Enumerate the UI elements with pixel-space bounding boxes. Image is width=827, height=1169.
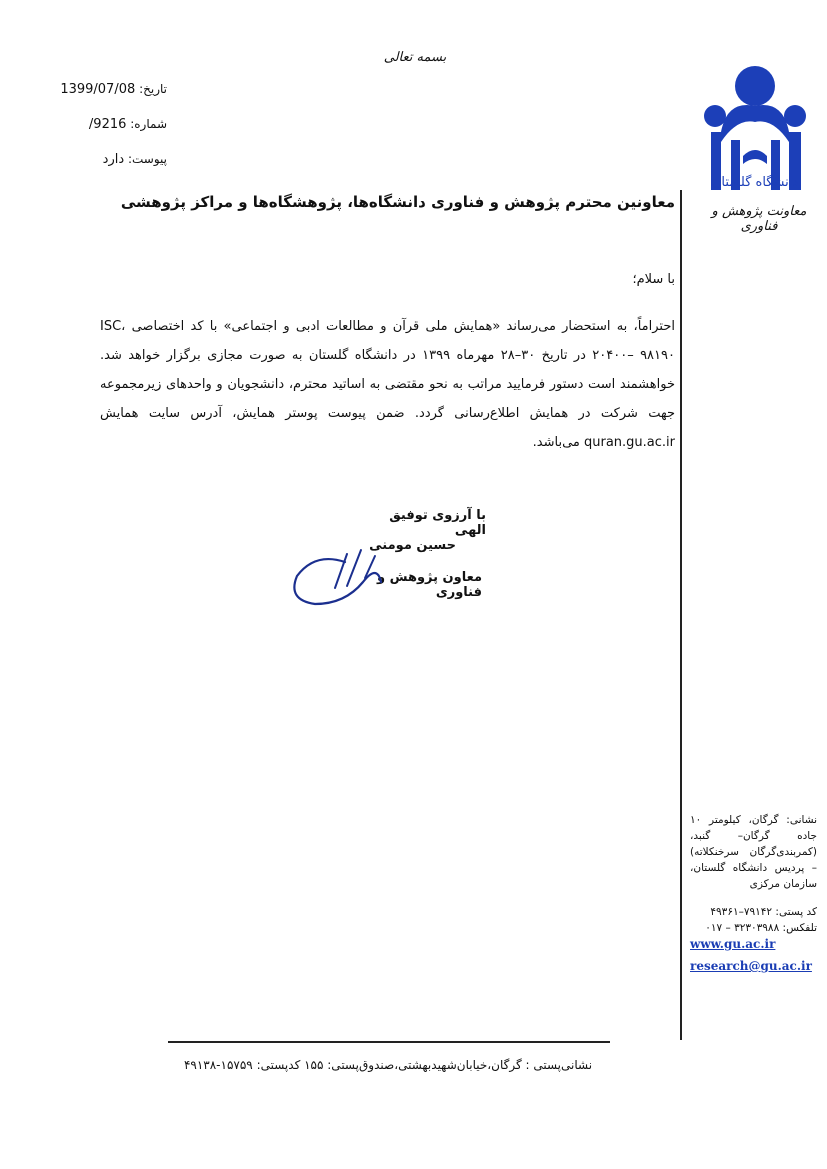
university-logo xyxy=(697,60,815,200)
number-value: 9216/ xyxy=(88,117,127,132)
email-link[interactable]: research@gu.ac.ir xyxy=(690,959,812,973)
footer-divider xyxy=(168,1041,610,1043)
footer-address: نشانی‌پستی : گرگان،خیابان‌شهیدبهشتی،صندوق‌پستی: ۱۵۵ کدپستی: ۱۵۷۵۹-۴۹۱۳۸ xyxy=(183,1058,593,1072)
website-link[interactable]: www.gu.ac.ir xyxy=(690,937,776,951)
date-value: 1399/07/08 xyxy=(60,82,136,97)
handwritten-signature xyxy=(285,542,395,612)
attachment-value: دارد xyxy=(102,152,125,167)
svg-text:دانشگاه گلستان: دانشگاه گلستان xyxy=(711,175,799,190)
logo-caption: معاونت پژوهش و فناوری xyxy=(711,204,807,234)
contact-info xyxy=(690,812,817,974)
attachment-row xyxy=(103,152,167,167)
greeting: با سلام؛ xyxy=(632,272,675,287)
date-label: تاریخ: xyxy=(139,82,167,96)
attachment-label: پیوست: xyxy=(127,152,167,166)
recipient-heading: معاونین محترم پژوهش و فناوری دانشگاه‌ها، پژوهشگاه‌ها و مراکز پژوهشی xyxy=(120,193,675,211)
number-label: شماره: xyxy=(130,117,167,131)
number-row xyxy=(89,117,167,132)
signer-title: معاون پژوهش و فناوری xyxy=(376,570,482,600)
body-paragraph: احتراماً، به استحضار می‌رساند «همایش ملی قرآن و مطالعات ادبی و اجتماعی» با کد اختصاصی ISC، ۲۰۴۰۰– ۹۸۱۹۰ در تاریخ ۳۰–۲۸ مهرماه ۱۳۹۹ در دانشگاه گلستان به صورت مجازی برگزار خواهد شد. خواهشمند است دستور فرمایید مراتب به نحو مقتضی به اساتید محترم، دانشجویان و واحدهای زیرمجموعه جهت شرکت در همایش اطلاع‌رسانی گردد. ضمن پیوست پوستر همایش، آدرس سایت همایش quran.gu.ac.ir می‌باشد. xyxy=(100,319,675,450)
signer-name: حسین مومنی xyxy=(369,538,456,553)
contact-address: نشانی: گرگان، کیلومتر ۱۰ جاده گرگان– گنبد، (کمربندی‌گرگان سرخنکلاته) – پردیس دانشگاه گلستان، سازمان مرکزی xyxy=(690,814,817,890)
vertical-divider xyxy=(680,190,682,1040)
contact-phone: تلفکس: ۳۲۳۰۳۹۸۸ – ۰۱۷ xyxy=(705,922,817,934)
contact-postal-code: کد پستی: ۷۹۱۴۲–۴۹۳۶۱ xyxy=(710,906,817,918)
letter-body xyxy=(100,312,675,457)
invocation: بسمه تعالی xyxy=(383,50,447,65)
date-row xyxy=(60,82,167,97)
closing-line: با آرزوی توفیق الهی xyxy=(389,508,486,538)
